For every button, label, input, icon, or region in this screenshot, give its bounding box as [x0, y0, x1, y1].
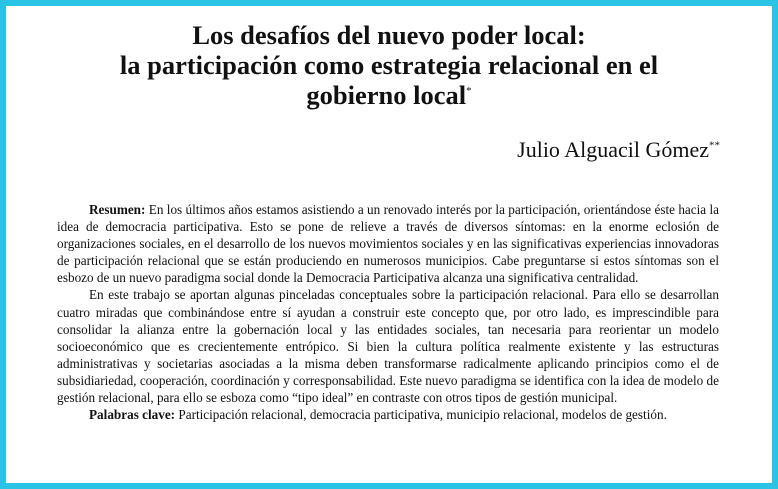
keywords-label: Palabras clave:: [89, 407, 176, 423]
keywords-text: Participación relacional, democracia participativa, municipio relacional, modelos de gestión.: [178, 407, 667, 423]
keywords-paragraph: [57, 406, 719, 423]
abstract-label: Resumen:: [89, 202, 146, 217]
abstract-paragraph-2: [57, 286, 719, 406]
abstract-text-1: En los últimos años estamos asistiendo a un renovado interés por la participación, orientándose éste hacia la idea de democracia participativa. Esto se pone de relieve a través de diversos síntomas: en la enorme eclosión de organizaciones sociales, en el desarrollo de los nuevos movimientos sociales y en las significativas experiencias innovadoras de participación relacional que se están produciendo en numerosos municipios. Cabe preguntarse si estos síntomas son el esbozo de un nuevo paradigma social donde la Democracia Participativa alcanza una significativa centralidad.: [57, 202, 720, 286]
author-footnote-mark: **: [709, 139, 720, 152]
paper-title: [40, 20, 738, 110]
abstract-text-2: En este trabajo se aportan algunas pinceladas conceptuales sobre la participación relacional. Para ello se desarrollan cuatro miradas que combinándose entre sí ayudan a construir este concepto que, por otro lado, es imprescindible para consolidar la alianza entre la gobernación local y las entidades sociales, tan necesaria para reorientar un modelo socioeconómico que es crecientemente entrópico. Si bien la cultura política realmente existente y las estructuras administrativas y societarias asociadas a la misma deben transformarse radicalmente aplicando principios como el de subsidiariedad, cooperación, coordinación y corresponsabilidad. Este nuevo paradigma se identifica con la idea de modelo de gestión relacional, para ello se esboza como “tipo ideal” en contraste con otros tipos de gestión municipal.: [57, 287, 719, 406]
title-footnote-mark: *: [466, 85, 472, 98]
abstract: [57, 201, 719, 423]
author-name: [517, 137, 720, 163]
title-line-2: la participación como estrategia relacional en el: [119, 50, 659, 80]
abstract-paragraph-1: [57, 201, 719, 286]
title-line-3-text: gobierno local: [306, 80, 467, 110]
title-line-1: Los desafíos del nuevo poder local:: [192, 20, 586, 50]
author-name-text: Julio Alguacil Gómez: [517, 137, 709, 162]
title-line-3: [40, 80, 738, 110]
